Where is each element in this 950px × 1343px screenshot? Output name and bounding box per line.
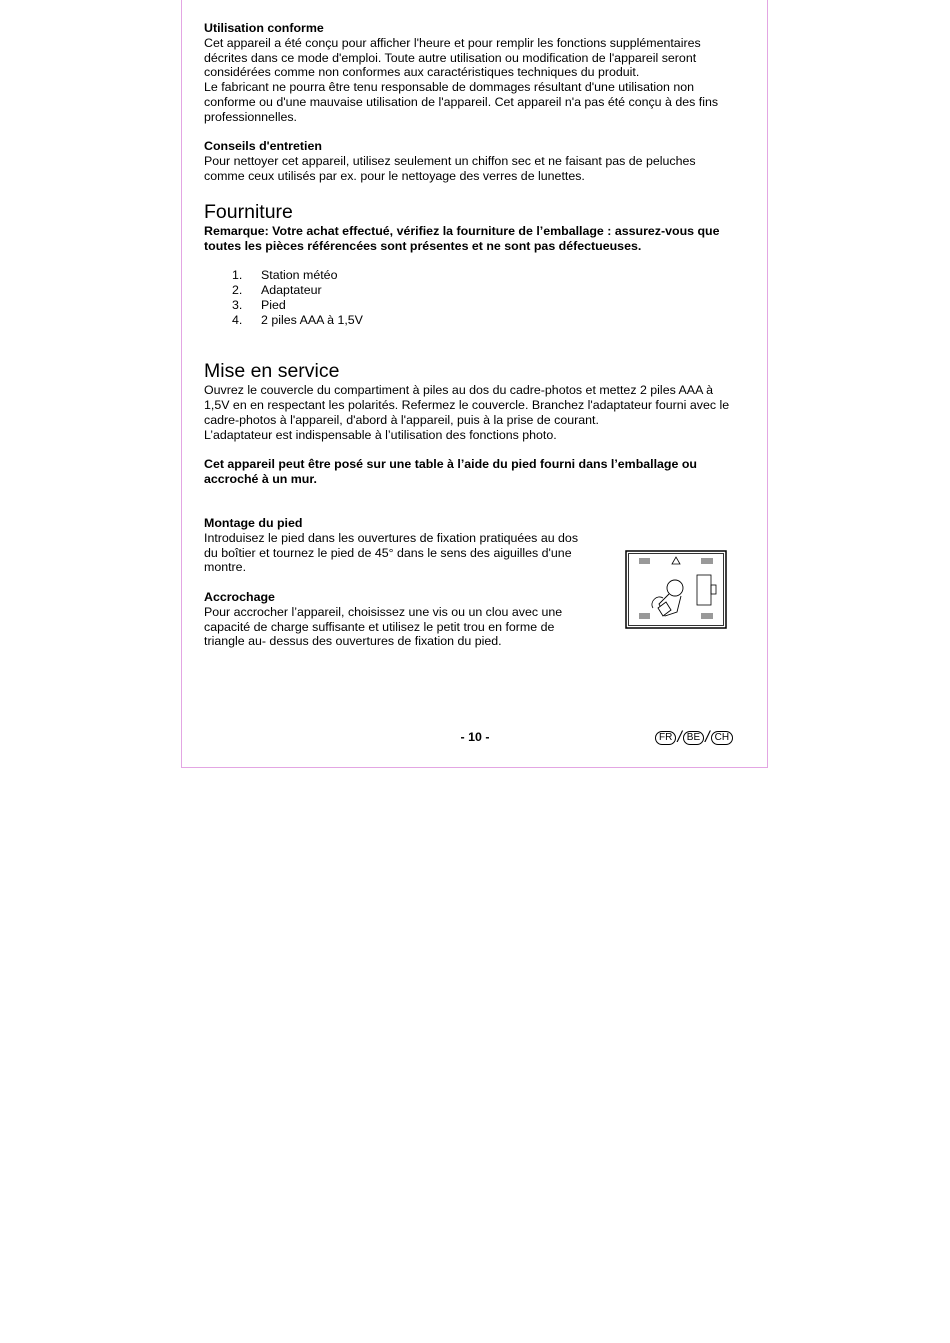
fourniture-title: Fourniture xyxy=(204,200,293,223)
utilisation-line: considérées comme non conformes aux caractéristiques techniques du produit. xyxy=(204,65,640,80)
accrochage-line: Pour accrocher l’appareil, choisissez une vis ou un clou avec une xyxy=(204,604,563,619)
utilisation-line: professionnelles. xyxy=(204,109,297,124)
code-separator: / xyxy=(677,729,682,746)
utilisation-line: conforme ou d'une mauvaise utilisation de l'appareil. Cet appareil n'a pas été conçu à des fins xyxy=(204,94,719,109)
montage-line: Introduisez le pied dans les ouvertures de fixation pratiquées au dos xyxy=(204,530,579,545)
country-codes xyxy=(655,731,733,745)
fourniture-remark: Remarque: Votre achat effectué, vérifiez la fourniture de l’emballage : assurez-vous que xyxy=(204,223,720,238)
utilisation-heading: Utilisation conforme xyxy=(204,21,324,35)
entretien-line: Pour nettoyer cet appareil, utilisez seulement un chiffon sec et ne faisant pas de peluches xyxy=(204,154,696,169)
montage-line: du boîtier et tournez le pied de 45° dans le sens des aiguilles d'une xyxy=(204,545,572,560)
utilisation-line: Cet appareil a été conçu pour afficher l'heure et pour remplir les fonctions supplémentaires xyxy=(204,35,701,50)
list-item: 3. Pied xyxy=(232,297,286,312)
accrochage-heading: Accrochage xyxy=(204,589,275,604)
utilisation-line: Le fabricant ne pourra être tenu responsable de dommages résultant d'une utilisation non xyxy=(204,80,695,95)
supply-list xyxy=(232,268,749,327)
mise-en-service-note: accroché à un mur. xyxy=(204,472,317,487)
list-item: 2. Adaptateur xyxy=(232,282,322,297)
list-item: 1. Station météo xyxy=(232,268,338,283)
mise-en-service-line: Ouvrez le couvercle du compartiment à piles au dos du cadre-photos et mettez 2 piles AAA à xyxy=(204,383,713,398)
code-separator: / xyxy=(705,729,710,746)
montage-line: montre. xyxy=(204,560,247,575)
mise-en-service-line: cadre-photos à l'appareil, d'abord à l'appareil, puis à la prise de courant. xyxy=(204,412,599,427)
accrochage-line: triangle au- dessus des ouvertures de fixation du pied. xyxy=(204,634,502,649)
page-number: - 10 - xyxy=(460,730,490,744)
mise-en-service-line: L’adaptateur est indispensable à l’utilisation des fonctions photo. xyxy=(204,427,557,442)
utilisation-line: décrites dans ce mode d'emploi. Toute autre utilisation ou modification de l'appareil seront xyxy=(204,50,697,65)
mise-en-service-line: 1,5V en en respectant les polarités. Refermez le couvercle. Branchez l'adaptateur fourni avec le xyxy=(204,398,730,413)
country-code-be: BE xyxy=(683,731,704,745)
montage-heading: Montage du pied xyxy=(204,515,303,530)
country-code-fr: FR xyxy=(655,731,676,745)
list-item: 4. 2 piles AAA à 1,5V xyxy=(232,312,363,327)
mise-en-service-note: Cet appareil peut être posé sur une table à l’aide du pied fourni dans l’emballage ou xyxy=(204,457,697,472)
accrochage-line: capacité de charge suffisante et utilisez le petit trou en forme de xyxy=(204,619,555,634)
entretien-line: comme ceux utilisés par ex. pour le nettoyage des verres de lunettes. xyxy=(204,168,585,183)
entretien-heading: Conseils d'entretien xyxy=(204,139,322,154)
mise-en-service-title: Mise en service xyxy=(204,360,340,383)
stand-mounting-illustration xyxy=(625,550,727,629)
fourniture-remark: toutes les pièces référencées sont présentes et ne sont pas défectueuses. xyxy=(204,238,642,253)
country-code-ch: CH xyxy=(711,731,733,745)
